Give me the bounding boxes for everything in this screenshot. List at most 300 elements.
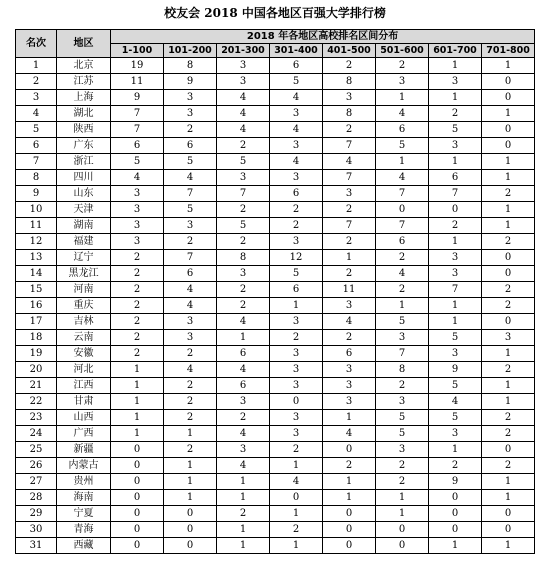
count-cell: 3 bbox=[270, 378, 323, 394]
count-cell: 0 bbox=[429, 202, 482, 218]
rank-cell: 3 bbox=[16, 90, 57, 106]
count-cell: 1 bbox=[482, 202, 535, 218]
count-cell: 1 bbox=[376, 90, 429, 106]
count-cell: 2 bbox=[217, 138, 270, 154]
count-cell: 3 bbox=[217, 74, 270, 90]
rank-cell: 19 bbox=[16, 346, 57, 362]
count-cell: 3 bbox=[164, 314, 217, 330]
count-cell: 0 bbox=[111, 522, 164, 538]
count-cell: 7 bbox=[376, 218, 429, 234]
table-row bbox=[16, 122, 535, 138]
table-row bbox=[16, 234, 535, 250]
count-cell: 8 bbox=[217, 250, 270, 266]
count-cell: 5 bbox=[429, 330, 482, 346]
count-cell: 3 bbox=[164, 218, 217, 234]
table-row bbox=[16, 298, 535, 314]
rank-cell: 29 bbox=[16, 506, 57, 522]
count-cell: 2 bbox=[376, 282, 429, 298]
count-cell: 2 bbox=[482, 298, 535, 314]
region-cell: 甘肃 bbox=[57, 394, 111, 410]
count-cell: 2 bbox=[164, 394, 217, 410]
rank-cell: 18 bbox=[16, 330, 57, 346]
count-cell: 2 bbox=[164, 378, 217, 394]
count-cell: 0 bbox=[429, 490, 482, 506]
count-cell: 3 bbox=[111, 202, 164, 218]
count-cell: 1 bbox=[429, 442, 482, 458]
count-cell: 3 bbox=[164, 330, 217, 346]
count-cell: 6 bbox=[323, 346, 376, 362]
count-cell: 3 bbox=[111, 218, 164, 234]
count-cell: 5 bbox=[111, 154, 164, 170]
rank-header: 名次 bbox=[16, 30, 57, 58]
count-cell: 3 bbox=[270, 138, 323, 154]
table-row bbox=[16, 202, 535, 218]
count-cell: 2 bbox=[270, 218, 323, 234]
rank-cell: 28 bbox=[16, 490, 57, 506]
count-cell: 2 bbox=[482, 426, 535, 442]
count-cell: 1 bbox=[164, 474, 217, 490]
count-cell: 4 bbox=[111, 170, 164, 186]
count-cell: 5 bbox=[270, 74, 323, 90]
count-cell: 1 bbox=[217, 522, 270, 538]
region-cell: 辽宁 bbox=[57, 250, 111, 266]
count-cell: 1 bbox=[323, 410, 376, 426]
count-cell: 3 bbox=[429, 346, 482, 362]
count-cell: 3 bbox=[270, 346, 323, 362]
count-cell: 0 bbox=[429, 522, 482, 538]
count-cell: 4 bbox=[217, 458, 270, 474]
count-cell: 0 bbox=[482, 122, 535, 138]
count-cell: 1 bbox=[429, 154, 482, 170]
count-cell: 3 bbox=[323, 298, 376, 314]
count-cell: 3 bbox=[376, 74, 429, 90]
count-cell: 6 bbox=[111, 138, 164, 154]
count-cell: 1 bbox=[482, 394, 535, 410]
count-cell: 3 bbox=[323, 362, 376, 378]
region-cell: 新疆 bbox=[57, 442, 111, 458]
count-cell: 3 bbox=[111, 186, 164, 202]
table-row bbox=[16, 218, 535, 234]
count-cell: 2 bbox=[164, 346, 217, 362]
count-cell: 8 bbox=[164, 58, 217, 74]
count-cell: 4 bbox=[323, 314, 376, 330]
table-row bbox=[16, 186, 535, 202]
bin-header: 301-400 bbox=[270, 44, 323, 58]
distribution-header: 2018 年各地区高校排名区间分布 bbox=[111, 30, 535, 44]
count-cell: 2 bbox=[376, 458, 429, 474]
count-cell: 4 bbox=[217, 90, 270, 106]
rank-cell: 15 bbox=[16, 282, 57, 298]
count-cell: 6 bbox=[429, 170, 482, 186]
count-cell: 3 bbox=[217, 442, 270, 458]
region-cell: 上海 bbox=[57, 90, 111, 106]
table-row bbox=[16, 474, 535, 490]
bin-header: 101-200 bbox=[164, 44, 217, 58]
count-cell: 2 bbox=[217, 506, 270, 522]
count-cell: 0 bbox=[323, 538, 376, 554]
bin-header: 401-500 bbox=[323, 44, 376, 58]
count-cell: 0 bbox=[164, 522, 217, 538]
count-cell: 1 bbox=[482, 218, 535, 234]
count-cell: 0 bbox=[164, 538, 217, 554]
count-cell: 1 bbox=[482, 490, 535, 506]
region-cell: 河北 bbox=[57, 362, 111, 378]
count-cell: 4 bbox=[164, 282, 217, 298]
rank-cell: 9 bbox=[16, 186, 57, 202]
count-cell: 3 bbox=[270, 314, 323, 330]
table-row bbox=[16, 250, 535, 266]
count-cell: 1 bbox=[111, 426, 164, 442]
count-cell: 7 bbox=[323, 170, 376, 186]
bin-header: 601-700 bbox=[429, 44, 482, 58]
count-cell: 7 bbox=[376, 186, 429, 202]
count-cell: 4 bbox=[164, 170, 217, 186]
region-cell: 陕西 bbox=[57, 122, 111, 138]
region-cell: 广西 bbox=[57, 426, 111, 442]
table-row bbox=[16, 106, 535, 122]
count-cell: 3 bbox=[376, 442, 429, 458]
count-cell: 3 bbox=[164, 90, 217, 106]
count-cell: 3 bbox=[376, 394, 429, 410]
count-cell: 0 bbox=[429, 506, 482, 522]
region-cell: 山西 bbox=[57, 410, 111, 426]
count-cell: 2 bbox=[323, 458, 376, 474]
count-cell: 1 bbox=[164, 426, 217, 442]
region-cell: 广东 bbox=[57, 138, 111, 154]
rank-cell: 31 bbox=[16, 538, 57, 554]
count-cell: 1 bbox=[323, 250, 376, 266]
count-cell: 6 bbox=[164, 266, 217, 282]
count-cell: 2 bbox=[376, 474, 429, 490]
count-cell: 4 bbox=[164, 298, 217, 314]
count-cell: 2 bbox=[217, 410, 270, 426]
rank-cell: 7 bbox=[16, 154, 57, 170]
count-cell: 0 bbox=[323, 522, 376, 538]
count-cell: 4 bbox=[376, 170, 429, 186]
count-cell: 2 bbox=[111, 266, 164, 282]
region-cell: 海南 bbox=[57, 490, 111, 506]
count-cell: 2 bbox=[323, 266, 376, 282]
rank-cell: 17 bbox=[16, 314, 57, 330]
count-cell: 6 bbox=[270, 58, 323, 74]
count-cell: 9 bbox=[164, 74, 217, 90]
count-cell: 3 bbox=[323, 394, 376, 410]
table-row bbox=[16, 522, 535, 538]
region-cell: 青海 bbox=[57, 522, 111, 538]
count-cell: 4 bbox=[217, 122, 270, 138]
count-cell: 6 bbox=[270, 282, 323, 298]
count-cell: 1 bbox=[270, 506, 323, 522]
rank-cell: 4 bbox=[16, 106, 57, 122]
count-cell: 0 bbox=[376, 522, 429, 538]
count-cell: 4 bbox=[217, 314, 270, 330]
count-cell: 0 bbox=[323, 506, 376, 522]
region-cell: 安徽 bbox=[57, 346, 111, 362]
count-cell: 0 bbox=[270, 394, 323, 410]
region-cell: 四川 bbox=[57, 170, 111, 186]
region-cell: 西藏 bbox=[57, 538, 111, 554]
rank-cell: 25 bbox=[16, 442, 57, 458]
count-cell: 1 bbox=[482, 58, 535, 74]
count-cell: 1 bbox=[270, 298, 323, 314]
count-cell: 5 bbox=[429, 410, 482, 426]
rank-cell: 10 bbox=[16, 202, 57, 218]
region-cell: 江苏 bbox=[57, 74, 111, 90]
count-cell: 7 bbox=[164, 186, 217, 202]
count-cell: 7 bbox=[217, 186, 270, 202]
count-cell: 7 bbox=[323, 138, 376, 154]
count-cell: 1 bbox=[111, 362, 164, 378]
rank-cell: 8 bbox=[16, 170, 57, 186]
rank-cell: 6 bbox=[16, 138, 57, 154]
count-cell: 8 bbox=[376, 362, 429, 378]
count-cell: 4 bbox=[217, 106, 270, 122]
table-row bbox=[16, 90, 535, 106]
count-cell: 3 bbox=[429, 74, 482, 90]
count-cell: 1 bbox=[429, 298, 482, 314]
table-row bbox=[16, 138, 535, 154]
count-cell: 2 bbox=[376, 58, 429, 74]
count-cell: 1 bbox=[376, 506, 429, 522]
count-cell: 8 bbox=[323, 106, 376, 122]
count-cell: 1 bbox=[482, 170, 535, 186]
table-row bbox=[16, 170, 535, 186]
count-cell: 5 bbox=[376, 410, 429, 426]
count-cell: 5 bbox=[164, 154, 217, 170]
count-cell: 4 bbox=[270, 474, 323, 490]
count-cell: 4 bbox=[323, 426, 376, 442]
bin-header: 501-600 bbox=[376, 44, 429, 58]
region-cell: 湖南 bbox=[57, 218, 111, 234]
count-cell: 5 bbox=[429, 378, 482, 394]
count-cell: 0 bbox=[376, 538, 429, 554]
count-cell: 6 bbox=[270, 186, 323, 202]
count-cell: 3 bbox=[323, 90, 376, 106]
count-cell: 2 bbox=[376, 378, 429, 394]
count-cell: 3 bbox=[429, 426, 482, 442]
count-cell: 1 bbox=[482, 538, 535, 554]
count-cell: 5 bbox=[270, 266, 323, 282]
region-cell: 贵州 bbox=[57, 474, 111, 490]
count-cell: 1 bbox=[429, 234, 482, 250]
count-cell: 5 bbox=[429, 122, 482, 138]
count-cell: 3 bbox=[429, 266, 482, 282]
rank-cell: 26 bbox=[16, 458, 57, 474]
count-cell: 2 bbox=[482, 362, 535, 378]
count-cell: 6 bbox=[164, 138, 217, 154]
count-cell: 7 bbox=[111, 122, 164, 138]
count-cell: 6 bbox=[376, 122, 429, 138]
count-cell: 0 bbox=[482, 74, 535, 90]
count-cell: 4 bbox=[429, 394, 482, 410]
count-cell: 0 bbox=[482, 506, 535, 522]
count-cell: 2 bbox=[217, 234, 270, 250]
count-cell: 0 bbox=[111, 458, 164, 474]
count-cell: 7 bbox=[429, 282, 482, 298]
count-cell: 7 bbox=[376, 346, 429, 362]
count-cell: 1 bbox=[111, 410, 164, 426]
count-cell: 1 bbox=[376, 154, 429, 170]
count-cell: 2 bbox=[482, 410, 535, 426]
table-row bbox=[16, 442, 535, 458]
count-cell: 1 bbox=[217, 490, 270, 506]
region-cell: 浙江 bbox=[57, 154, 111, 170]
region-header: 地区 bbox=[57, 30, 111, 58]
rank-cell: 23 bbox=[16, 410, 57, 426]
count-cell: 3 bbox=[217, 58, 270, 74]
region-cell: 江西 bbox=[57, 378, 111, 394]
count-cell: 1 bbox=[376, 298, 429, 314]
table-row bbox=[16, 378, 535, 394]
count-cell: 3 bbox=[217, 394, 270, 410]
count-cell: 2 bbox=[323, 58, 376, 74]
count-cell: 2 bbox=[164, 122, 217, 138]
rank-cell: 30 bbox=[16, 522, 57, 538]
count-cell: 6 bbox=[217, 378, 270, 394]
count-cell: 0 bbox=[482, 314, 535, 330]
count-cell: 2 bbox=[217, 298, 270, 314]
count-cell: 4 bbox=[217, 426, 270, 442]
count-cell: 9 bbox=[429, 474, 482, 490]
count-cell: 2 bbox=[111, 298, 164, 314]
table-header bbox=[16, 30, 535, 58]
count-cell: 7 bbox=[429, 186, 482, 202]
bin-header: 201-300 bbox=[217, 44, 270, 58]
count-cell: 2 bbox=[217, 202, 270, 218]
count-cell: 0 bbox=[482, 138, 535, 154]
region-cell: 河南 bbox=[57, 282, 111, 298]
count-cell: 0 bbox=[111, 506, 164, 522]
count-cell: 9 bbox=[429, 362, 482, 378]
table-row bbox=[16, 410, 535, 426]
count-cell: 0 bbox=[482, 522, 535, 538]
count-cell: 2 bbox=[429, 106, 482, 122]
rank-cell: 12 bbox=[16, 234, 57, 250]
count-cell: 1 bbox=[323, 490, 376, 506]
count-cell: 2 bbox=[482, 234, 535, 250]
region-cell: 黑龙江 bbox=[57, 266, 111, 282]
count-cell: 2 bbox=[270, 522, 323, 538]
count-cell: 3 bbox=[217, 266, 270, 282]
count-cell: 0 bbox=[111, 442, 164, 458]
count-cell: 7 bbox=[111, 106, 164, 122]
count-cell: 0 bbox=[111, 474, 164, 490]
count-cell: 2 bbox=[111, 330, 164, 346]
count-cell: 8 bbox=[323, 74, 376, 90]
count-cell: 3 bbox=[323, 186, 376, 202]
count-cell: 1 bbox=[482, 378, 535, 394]
count-cell: 5 bbox=[376, 314, 429, 330]
count-cell: 1 bbox=[429, 314, 482, 330]
count-cell: 5 bbox=[164, 202, 217, 218]
count-cell: 2 bbox=[429, 218, 482, 234]
count-cell: 2 bbox=[323, 234, 376, 250]
count-cell: 4 bbox=[270, 122, 323, 138]
region-cell: 内蒙古 bbox=[57, 458, 111, 474]
table-row bbox=[16, 490, 535, 506]
count-cell: 1 bbox=[270, 458, 323, 474]
count-cell: 11 bbox=[323, 282, 376, 298]
count-cell: 5 bbox=[376, 138, 429, 154]
count-cell: 1 bbox=[482, 154, 535, 170]
count-cell: 11 bbox=[111, 74, 164, 90]
count-cell: 4 bbox=[270, 154, 323, 170]
count-cell: 0 bbox=[111, 538, 164, 554]
rank-cell: 20 bbox=[16, 362, 57, 378]
count-cell: 3 bbox=[270, 170, 323, 186]
count-cell: 0 bbox=[111, 490, 164, 506]
table-row bbox=[16, 506, 535, 522]
count-cell: 2 bbox=[270, 202, 323, 218]
count-cell: 1 bbox=[429, 90, 482, 106]
count-cell: 2 bbox=[164, 234, 217, 250]
rank-cell: 2 bbox=[16, 74, 57, 90]
count-cell: 1 bbox=[270, 538, 323, 554]
count-cell: 1 bbox=[376, 490, 429, 506]
count-cell: 2 bbox=[482, 282, 535, 298]
count-cell: 0 bbox=[482, 442, 535, 458]
region-cell: 福建 bbox=[57, 234, 111, 250]
rank-cell: 1 bbox=[16, 58, 57, 74]
table-row bbox=[16, 314, 535, 330]
region-cell: 天津 bbox=[57, 202, 111, 218]
region-cell: 山东 bbox=[57, 186, 111, 202]
count-cell: 2 bbox=[164, 410, 217, 426]
count-cell: 0 bbox=[482, 266, 535, 282]
count-cell: 2 bbox=[164, 442, 217, 458]
count-cell: 2 bbox=[429, 458, 482, 474]
count-cell: 0 bbox=[164, 506, 217, 522]
count-cell: 0 bbox=[270, 490, 323, 506]
count-cell: 1 bbox=[111, 378, 164, 394]
bin-header: 701-800 bbox=[482, 44, 535, 58]
rank-cell: 27 bbox=[16, 474, 57, 490]
count-cell: 2 bbox=[270, 442, 323, 458]
rank-cell: 24 bbox=[16, 426, 57, 442]
count-cell: 3 bbox=[429, 250, 482, 266]
count-cell: 3 bbox=[164, 106, 217, 122]
count-cell: 7 bbox=[323, 218, 376, 234]
count-cell: 3 bbox=[270, 410, 323, 426]
table-row bbox=[16, 538, 535, 554]
count-cell: 1 bbox=[217, 330, 270, 346]
count-cell: 5 bbox=[376, 426, 429, 442]
region-cell: 吉林 bbox=[57, 314, 111, 330]
region-cell: 重庆 bbox=[57, 298, 111, 314]
count-cell: 7 bbox=[164, 250, 217, 266]
count-cell: 2 bbox=[482, 458, 535, 474]
count-cell: 4 bbox=[323, 154, 376, 170]
count-cell: 2 bbox=[323, 122, 376, 138]
count-cell: 6 bbox=[376, 234, 429, 250]
count-cell: 1 bbox=[482, 474, 535, 490]
count-cell: 1 bbox=[429, 58, 482, 74]
page-title: 校友会 2018 中国各地区百强大学排行榜 bbox=[164, 6, 386, 20]
count-cell: 2 bbox=[270, 330, 323, 346]
count-cell: 0 bbox=[482, 90, 535, 106]
count-cell: 1 bbox=[217, 474, 270, 490]
count-cell: 0 bbox=[376, 202, 429, 218]
count-cell: 2 bbox=[482, 186, 535, 202]
rank-cell: 16 bbox=[16, 298, 57, 314]
rank-cell: 5 bbox=[16, 122, 57, 138]
count-cell: 4 bbox=[164, 362, 217, 378]
count-cell: 2 bbox=[323, 330, 376, 346]
count-cell: 1 bbox=[482, 346, 535, 362]
count-cell: 4 bbox=[376, 106, 429, 122]
count-cell: 1 bbox=[323, 474, 376, 490]
count-cell: 2 bbox=[376, 250, 429, 266]
